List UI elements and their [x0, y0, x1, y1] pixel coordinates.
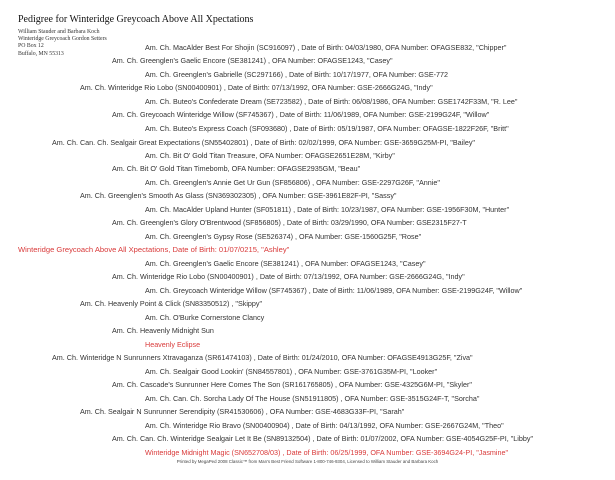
pedigree-entry: Am. Ch. Sealgair N Sunrunner Serendipity (SR41530606) , OFA Number: GSE-4683G33F-PI, "Sarah" [80, 407, 405, 416]
pedigree-entry: Am. Ch. Winteridge N Sunrunners Xtravaganza (SR61474103) , Date of Birth: 01/24/2010, OFA Number: OFAGSE4913G25F, "Ziva" [52, 353, 473, 362]
pedigree-entry: Am. Ch. Winteridge Rio Bravo (SN00400904) , Date of Birth: 04/13/1992, OFA Number: GSE-2667G24M, "Theo" [145, 421, 504, 430]
pedigree-entry: Am. Ch. Greenglen's Gypsy Rose (SE526374) , OFA Number: GSE-1560G25F, "Rose" [145, 232, 422, 241]
subject-dog-entry: Winteridge Greycoach Above All Xpectations, Date of Birth: 01/07/0215, "Ashley" [18, 245, 290, 254]
pedigree-entry: Am. Ch. Greenglen's Smooth As Glass (SN369302305) , OFA Number: GSE-3961E82F-PI, "Sassy" [80, 191, 397, 200]
pedigree-entry: Am. Ch. O'Burke Cornerstone Clancy [145, 313, 265, 322]
pedigree-entry: Am. Ch. Can. Ch. Sorcha Lady Of The House (SN51911805) , OFA Number: GSE-3515G24F-T, "Sorcha" [145, 394, 480, 403]
owner-line: Winteridge Greycoach Gordon Setters [18, 36, 107, 43]
pedigree-entry: Am. Ch. Greenglen's Annie Get Ur Gun (SF856806) , OFA Number: GSE-2297G26F, "Annie" [145, 178, 440, 187]
pedigree-entry: Am. Ch. Greenglen's Gaelic Encore (SE381241) , OFA Number: OFAGSE1243, "Casey" [112, 56, 393, 65]
pedigree-entry: Am. Ch. Winteridge Rio Lobo (SN00400901) , Date of Birth: 07/13/1992, OFA Number: GSE-2666G24G, "Indy" [80, 83, 433, 92]
pedigree-entry: Am. Ch. MacAlder Best For Shojin (SC916097) , Date of Birth: 04/03/1980, OFA Number: OFAGSE832, "Chipper" [145, 43, 507, 52]
pedigree-entry: Am. Ch. Cascade's Sunrunner Here Comes The Son (SR161765805) , OFA Number: GSE-4325G6M-PI, "Skyler" [112, 380, 472, 389]
pedigree-entry: Am. Ch. Sealgair Good Lookin' (SN84557801) , OFA Number: GSE-3761G35M-PI, "Looker" [145, 367, 438, 376]
pedigree-entry: Am. Ch. Bit O' Gold Titan Treasure, OFA Number: OFAGSE2651E28M, "Kirby" [145, 151, 395, 160]
owner-line: William Stauder and Barbara Koch [18, 29, 100, 35]
pedigree-entry: Am. Ch. Heavenly Midnight Sun [112, 326, 214, 335]
pedigree-entry: Am. Ch. Greycoach Winteridge Willow (SF745367) , Date of Birth: 11/06/1989, OFA Number: GSE-2199G24F, "Willow" [112, 110, 490, 119]
pedigree-entry: Winteridge Midnight Magic (SN652708/03) , Date of Birth: 06/25/1999, OFA Number: GSE-3694G24-PI, "Jasmine" [145, 448, 509, 457]
owner-line: Buffalo, MN 55313 [18, 50, 64, 57]
pedigree-entry: Am. Ch. Greenglen's Gabrielle (SC297166) , Date of Birth: 10/17/1977, OFA Number: GSE-772 [145, 70, 449, 79]
pedigree-entry: Am. Ch. Bit O' Gold Titan Timebomb, OFA Number: OFAGSE2935GM, "Beau" [112, 164, 361, 173]
pedigree-entry: Am. Ch. Buteo's Express Coach (SF093680) , Date of Birth: 05/19/1987, OFA Number: OFAGSE-1822F26F, "Britt" [145, 124, 509, 133]
owner-block [18, 29, 107, 58]
pedigree-entry: Am. Ch. Greycoach Winteridge Willow (SF745367) , Date of Birth: 11/06/1989, OFA Number: GSE-2199G24F, "Willow" [145, 286, 523, 295]
pedigree-entry: Am. Ch. Greenglen's Glory O'Brentwood (SF856805) , Date of Birth: 03/29/1990, OFA Number: GSE2315F27-T [112, 218, 467, 227]
pedigree-entry: Am. Ch. Heavenly Point & Click (SN83350512) , "Skippy" [80, 299, 263, 308]
pedigree-entry: Am. Ch. Can. Ch. Winteridge Sealgair Let It Be (SN89132504) , Date of Birth: 01/07/2002, OFA Number: GSE-4054G25F-PI, "Libby" [112, 434, 533, 443]
pedigree-entry: Am. Ch. MacAlder Upland Hunter (SF051811) , Date of Birth: 10/23/1987, OFA Number: GSE-1956F30M, "Hunter" [145, 205, 510, 214]
footer-credit: Printed by MegaPed 2008 Classic™ from Man's Best Friend Software 1-800-746-9304, Licensed to William Stauder and Barbara Koch [176, 459, 439, 464]
pedigree-entry: Am. Ch. Greenglen's Gaelic Encore (SE381241) , OFA Number: OFAGSE1243, "Casey" [145, 259, 426, 268]
pedigree-entry: Am. Ch. Can. Ch. Sealgair Great Expectations (SN55402801) , Date of Birth: 02/02/1999, OFA Number: GSE-3659G25M-PI, "Bailey" [52, 138, 475, 147]
pedigree-entry: Heavenly Eclipse [145, 340, 201, 349]
pedigree-entry: Am. Ch. Winteridge Rio Lobo (SN00400901) , Date of Birth: 07/13/1992, OFA Number: GSE-2666G24G, "Indy" [112, 272, 465, 281]
pedigree-entry: Am. Ch. Buteo's Confederate Dream (SE723582) , Date of Birth: 06/08/1986, OFA Number: GSE1742F33M, "R. Lee" [145, 97, 518, 106]
page-title: Pedigree for Winteridge Greycoach Above All Xpectations [18, 14, 254, 25]
owner-line: PO Box 12 [18, 43, 44, 50]
